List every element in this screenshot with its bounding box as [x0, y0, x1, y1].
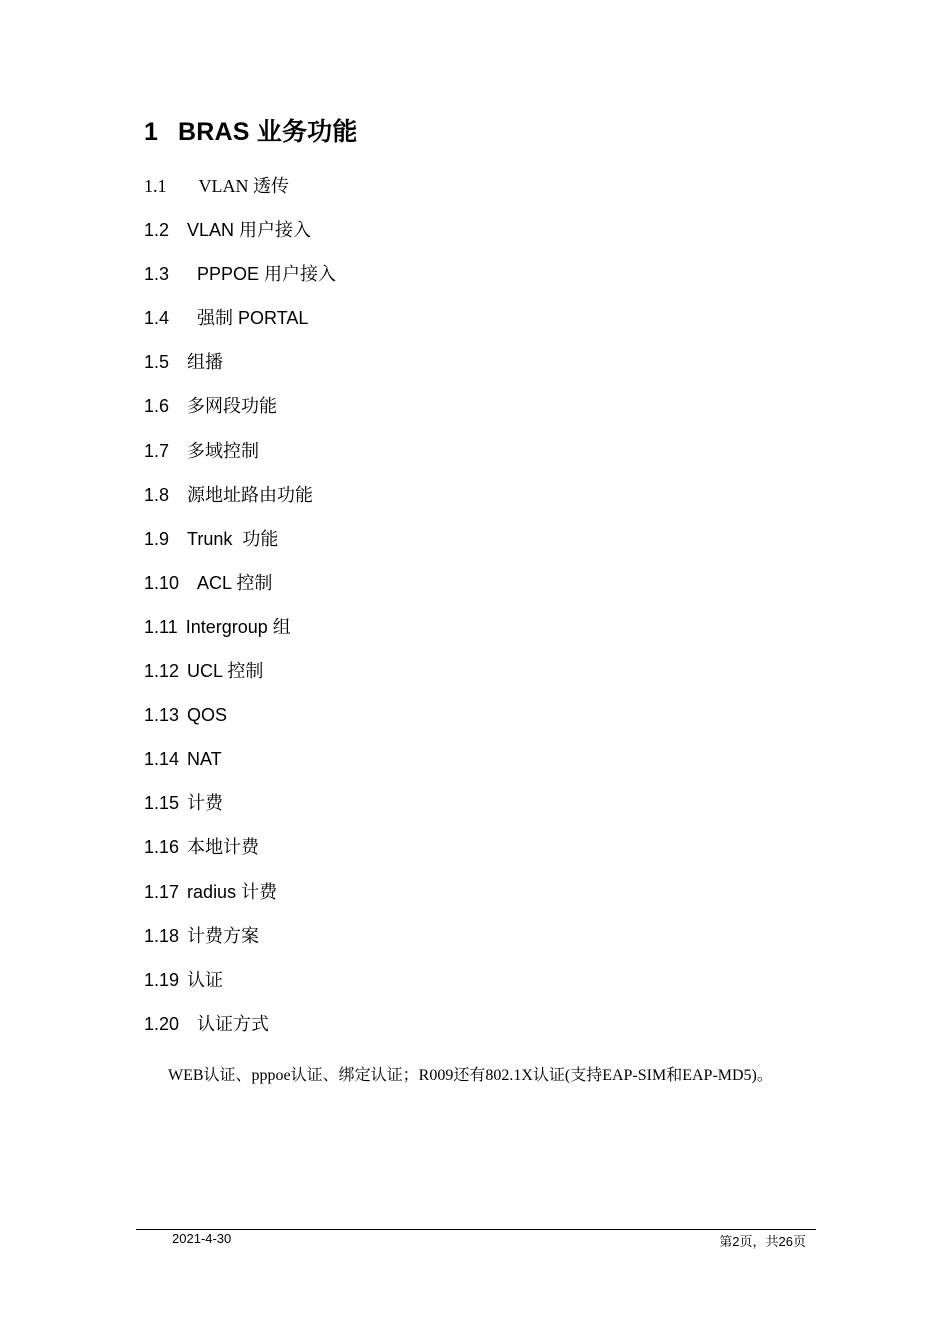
section-title: VLAN 透传: [198, 176, 289, 196]
section-number: 1.19: [144, 969, 180, 990]
footer-date: 2021-4-30: [172, 1231, 232, 1246]
section-list: [144, 170, 336, 1052]
page-prefix: 第: [719, 1234, 733, 1249]
section-number: 1.1: [144, 176, 167, 196]
page-total: 26: [778, 1234, 793, 1249]
section-title: Intergroup 组: [185, 616, 291, 637]
section-title: 源地址路由功能: [187, 484, 314, 505]
footer-divider: [136, 1229, 816, 1230]
section-title: 多网段功能: [187, 396, 278, 417]
section-number: 1.17: [144, 881, 180, 902]
section-number: 1.4: [144, 308, 170, 329]
section-title: ACL 控制: [197, 572, 273, 593]
section-number: 1.9: [144, 528, 170, 549]
section-title: Trunk 功能: [187, 528, 279, 549]
section-heading: [144, 390, 336, 434]
chapter-number: 1: [144, 118, 159, 146]
chapter-title: BRAS 业务功能: [178, 118, 358, 146]
section-title: VLAN 用户接入: [187, 220, 312, 241]
section-number: 1.3: [144, 264, 170, 285]
section-heading: [144, 787, 336, 831]
section-heading: [144, 170, 336, 214]
section-number: 1.2: [144, 220, 170, 241]
section-heading: [144, 1008, 336, 1052]
section-heading: [144, 611, 336, 655]
auth-methods-paragraph: WEB认证、pppoe认证、绑定认证；R009还有802.1X认证(支持EAP-SIM和EAP-MD5)。: [168, 1067, 773, 1084]
section-title: NAT: [187, 749, 222, 770]
section-title: PPPOE 用户接入: [197, 264, 337, 285]
section-number: 1.15: [144, 793, 180, 814]
section-number: 1.12: [144, 661, 180, 682]
section-title: UCL 控制: [187, 661, 264, 682]
section-heading: [144, 964, 336, 1008]
section-heading: [144, 920, 336, 964]
page-current: 2: [732, 1234, 740, 1249]
section-heading: [144, 258, 336, 302]
section-heading: [144, 831, 336, 875]
section-number: 1.14: [144, 749, 180, 770]
section-title: 认证: [187, 969, 224, 990]
section-heading: [144, 699, 336, 743]
section-title: 组播: [187, 352, 224, 373]
section-title: 计费方案: [187, 925, 260, 946]
section-number: 1.10: [144, 572, 180, 593]
section-title: 认证方式: [197, 1013, 270, 1034]
section-heading: [144, 302, 336, 346]
section-number: 1.18: [144, 925, 180, 946]
section-heading: [144, 435, 336, 479]
section-number: 1.11: [144, 616, 178, 637]
section-title: radius 计费: [187, 881, 278, 902]
section-heading: [144, 214, 336, 258]
section-title: 多域控制: [187, 440, 260, 461]
section-title: 计费: [187, 793, 224, 814]
section-number: 1.16: [144, 837, 180, 858]
section-heading: [144, 876, 336, 920]
chapter-heading: [144, 112, 358, 148]
section-number: 1.13: [144, 705, 180, 726]
section-title: 强制 PORTAL: [197, 308, 309, 329]
section-title: QOS: [187, 705, 228, 726]
section-number: 1.20: [144, 1013, 180, 1034]
section-heading: [144, 479, 336, 523]
section-heading: [144, 567, 336, 611]
section-title: 本地计费: [187, 837, 260, 858]
section-number: 1.7: [144, 440, 170, 461]
section-number: 1.5: [144, 352, 170, 373]
section-number: 1.6: [144, 396, 170, 417]
footer-page-number: [719, 1231, 806, 1250]
section-number: 1.8: [144, 484, 170, 505]
page-middle: 页，共: [739, 1234, 779, 1249]
section-heading: [144, 346, 336, 390]
section-heading: [144, 743, 336, 787]
section-heading: [144, 523, 336, 567]
page-suffix: 页: [792, 1234, 806, 1249]
section-heading: [144, 655, 336, 699]
